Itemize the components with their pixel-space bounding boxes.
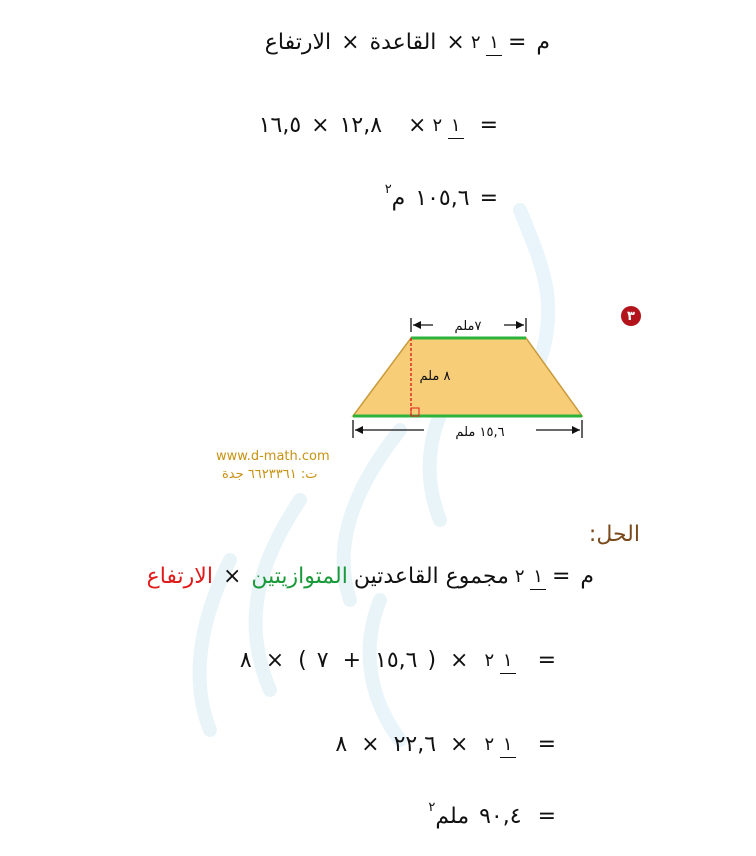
phone-credit: ت: ٦٦٢٣٣٦١ جدة xyxy=(222,467,318,482)
equals-sign: = xyxy=(479,186,498,211)
times-sign: × xyxy=(450,732,469,757)
times-sign: × xyxy=(361,732,380,757)
substitution-step-1 xyxy=(259,115,498,137)
value: ٨ xyxy=(239,648,252,673)
trapezoid-shape xyxy=(353,338,582,416)
times-sign: × xyxy=(311,113,330,138)
area-symbol: م xyxy=(580,564,594,589)
times-sign: × xyxy=(446,30,465,55)
result-2 xyxy=(428,799,556,829)
parallels-term: المتوازيتين xyxy=(251,564,348,589)
equals-sign: = xyxy=(479,113,498,138)
value: ٨ xyxy=(335,732,348,757)
area-formula-trapezoid xyxy=(147,566,594,588)
height-term: الارتفاع xyxy=(146,564,213,589)
value: ١٢,٨ xyxy=(339,113,383,138)
problem-number-badge: ٣ xyxy=(621,306,641,326)
times-sign: × xyxy=(222,564,242,589)
fraction-half: ١ ٢ xyxy=(484,652,515,670)
fraction-half: ١ ٢ xyxy=(515,568,546,586)
result-value: ١٠٥,٦ xyxy=(415,186,470,211)
trapezoid-figure xyxy=(340,308,600,448)
times-sign: × xyxy=(341,30,360,55)
times-sign: × xyxy=(450,648,469,673)
equals-sign: = xyxy=(551,564,571,589)
times-sign: × xyxy=(265,648,285,673)
bottom-base-label: ١٥,٦ ملم xyxy=(455,425,505,440)
value: ١٥,٦ xyxy=(375,648,418,673)
close-paren: ) xyxy=(298,648,307,673)
plus-sign: + xyxy=(342,648,361,673)
sum-of-bases-term: مجموع القاعدتين xyxy=(353,564,509,589)
unit: ملم xyxy=(435,804,470,829)
result-value: ٩٠,٤ xyxy=(479,804,522,829)
fraction-half: ١ ٢ xyxy=(432,117,463,135)
area-formula-general xyxy=(265,32,550,54)
unit-power: ٢ xyxy=(428,799,436,815)
area-symbol: م xyxy=(536,30,550,55)
unit: م xyxy=(391,186,406,211)
value: ١٦,٥ xyxy=(258,113,302,138)
base-term: القاعدة xyxy=(369,30,437,55)
equals-sign: = xyxy=(537,732,556,757)
equals-sign: = xyxy=(537,804,556,829)
website-credit: www.d-math.com xyxy=(216,449,330,464)
value: ٧ xyxy=(316,648,329,673)
height-term: الارتفاع xyxy=(264,30,332,55)
fraction-half: ١ ٢ xyxy=(471,34,502,52)
top-base-label: ٧ملم xyxy=(454,319,482,334)
substitution-step-2 xyxy=(240,650,556,672)
value: ٢٢,٦ xyxy=(393,732,437,757)
times-sign: × xyxy=(408,113,427,138)
solution-label: الحل: xyxy=(588,522,640,547)
open-paren: ( xyxy=(427,648,437,673)
fraction-half: ١ ٢ xyxy=(484,736,515,754)
unit-power: ٢ xyxy=(384,181,392,197)
equals-sign: = xyxy=(507,30,527,55)
substitution-step-3 xyxy=(335,734,556,756)
height-label: ٨ ملم xyxy=(419,369,451,384)
equals-sign: = xyxy=(537,648,556,673)
result-1 xyxy=(384,181,498,211)
